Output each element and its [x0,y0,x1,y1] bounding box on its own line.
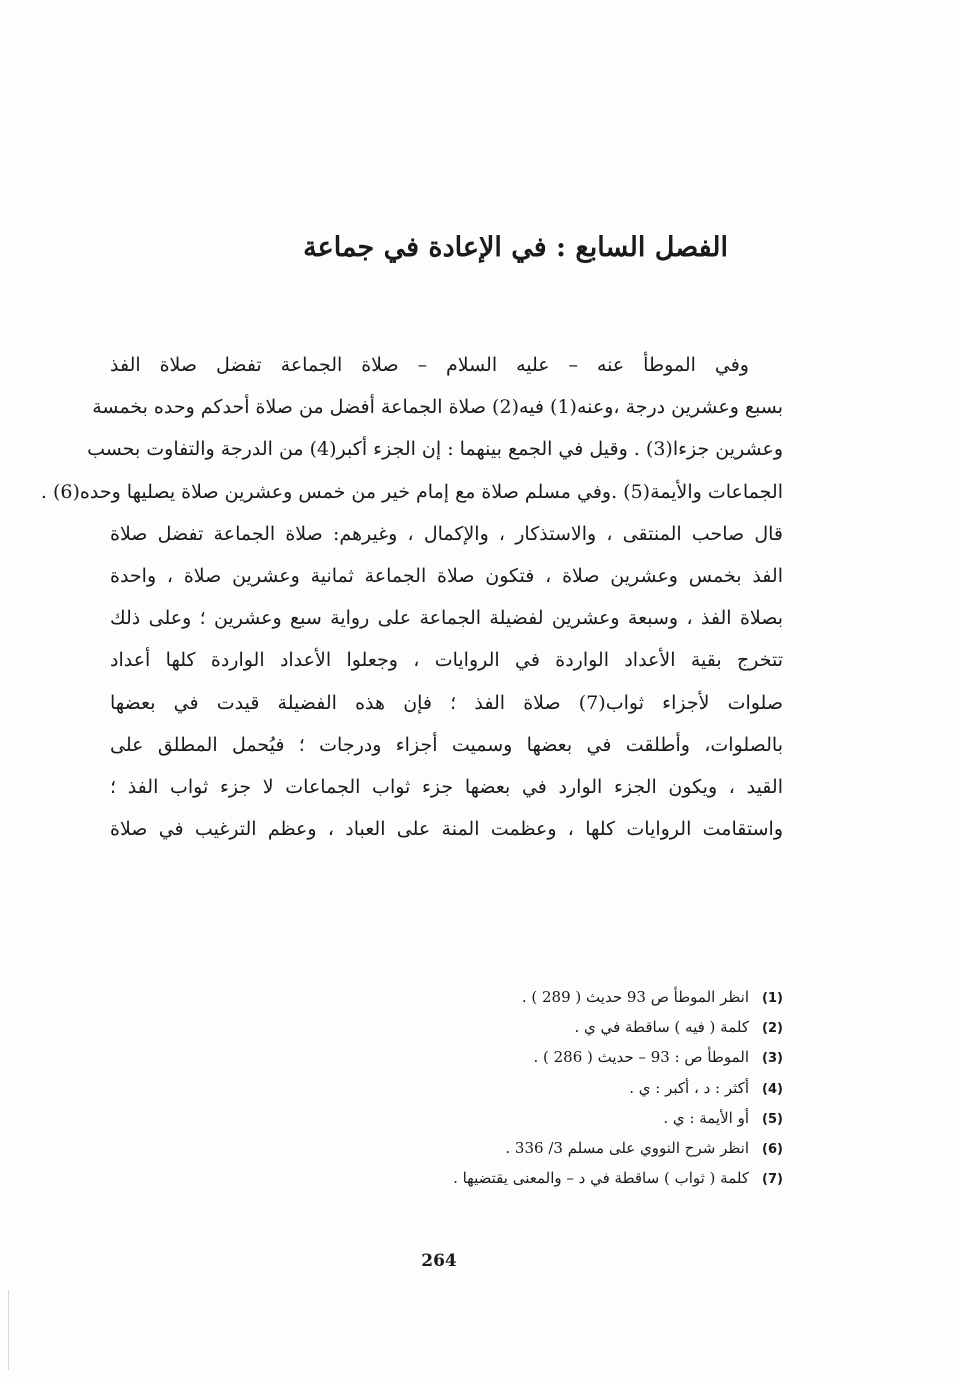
body-line: بالصلوات، وأطلقت في بعضها وسميت أجزاء ودرجات ؛ فيُحمل المطلق على [110,733,783,756]
footnote [263,1103,783,1133]
footnote-text: كلمة ( ثواب ) ساقطة في د – والمعنى يقتضيها . [453,1169,749,1188]
footnote [263,1012,783,1042]
footnote-number: (2) [762,1021,783,1037]
body-line: الجماعات والأيمة(5) .وفي مسلم صلاة مع إمام خير من خمس وعشرين صلاة يصليها وحده(6) . [40,480,783,503]
body-line: قال صاحب المنتقى ، والاستذكار ، والإكمال ، وغيرهم: صلاة الجماعة تفضل صلاة [110,522,783,545]
body-line: تتخرج بقية الأعداد الواردة في الروايات ، وجعلوا الأعداد الواردة كلها أعداد [110,649,783,672]
footnote-number: (1) [762,991,783,1006]
footnote-text: كلمة ( فيه ) ساقطة في ي . [574,1018,749,1037]
footnote-number: (5) [762,1111,783,1127]
body-line: بصلاة الفذ ، وسبعة وعشرين لفضيلة الجماعة على رواية سبع وعشرين ؛ وعلى ذلك [110,607,783,630]
body-line: صلوات لأجزاء ثواب(7) صلاة الفذ ؛ فإن هذه الفضيلة قيدت في بعضها [110,691,783,714]
footnote [263,1042,783,1072]
footnote-text: انظر الموطأ ص 93 حديث ( 289 ) . [521,988,749,1006]
body-line: الفذ بخمس وعشرين صلاة ، فتكون صلاة الجماعة ثمانية وعشرين صلاة ، واحدة [110,564,783,587]
footnote [263,1163,783,1193]
body-line: بسبع وعشرين درجة ،وعنه(1) فيه(2) صلاة الجماعة أفضل من صلاة أحدكم وحده بخمسة [92,396,783,419]
footnote-text: أو الأيمة : ي . [663,1108,749,1127]
footnote [263,1073,783,1103]
footnote-text: الموطأ ص : 93 – حديث ( 286 ) . [533,1048,749,1067]
footnote [263,1133,783,1163]
footnote [263,982,783,1012]
body-text [40,344,783,850]
footnotes [263,982,783,1193]
body-line: وعشرين جزءا(3) . وقيل في الجمع بينهما : إن الجزء أكبر(4) من الدرجة والتفاوت بحسب [87,438,783,461]
footnote-number: (6) [762,1141,783,1157]
footnote-number: (4) [762,1081,783,1097]
page-number: 264 [421,1251,457,1271]
body-line: وفي الموطأ عنه – عليه السلام – صلاة الجماعة تفضل صلاة الفذ [110,354,749,376]
body-line: واستقامت الروايات كلها ، وعظمت المنة على العباد ، وعظم الترغيب في صلاة [110,818,783,841]
chapter-title: الفصل السابع : في الإعادة في جماعة [303,232,728,263]
scan-edge-line [8,1290,9,1370]
body-line: القيد ، ويكون الجزء الوارد في بعضها جزء ثواب الجماعات لا جزء ثواب الفذ ؛ [110,775,783,798]
footnote-text: أكثر : د ، أكبر : ي . [629,1078,749,1097]
footnote-number: (3) [762,1051,783,1067]
footnote-number: (7) [762,1172,783,1188]
footnote-text: انظر شرح النووي على مسلم 3/ 336 . [505,1138,749,1157]
